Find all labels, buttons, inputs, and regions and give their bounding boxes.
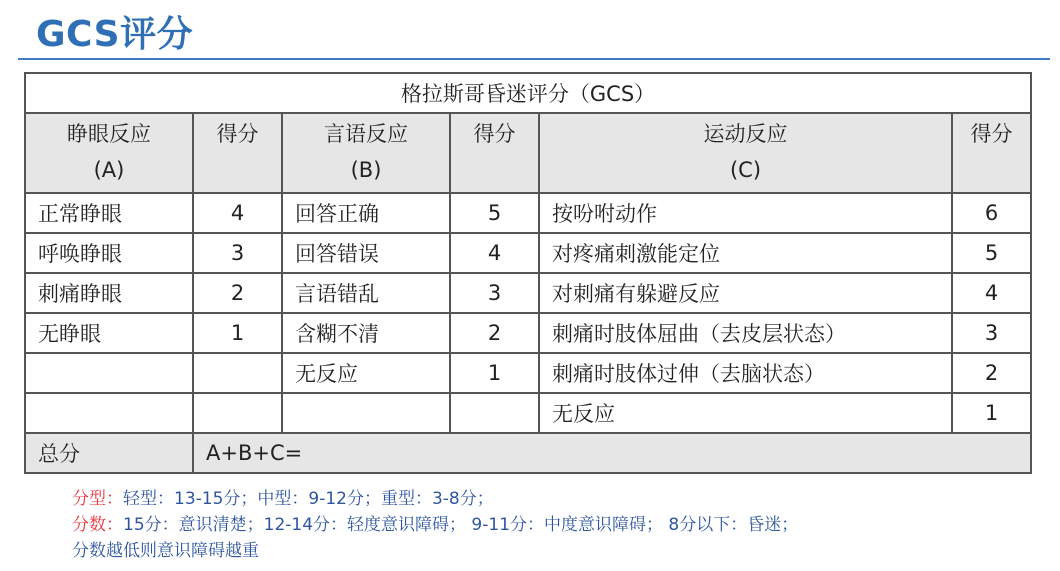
note-score-text: 15分：意识清楚；12-14分：轻度意识障碍； 9-11分：中度意识障碍； 8分以下：昏迷； [123,515,799,535]
eye-score-cell [193,353,282,393]
motor-cell: 对刺痛有躲避反应 [539,273,952,313]
note-line-score [72,512,798,538]
header-motor-label: 运动反应 [703,122,788,146]
eye-score-cell: 1 [193,313,282,353]
verbal-score-cell: 3 [450,273,539,313]
eye-score-cell: 3 [193,233,282,273]
table-row [25,233,1031,273]
eye-score-cell: 4 [193,193,282,233]
motor-score-cell: 5 [952,233,1031,273]
verbal-score-cell: 5 [450,193,539,233]
table-row [25,273,1031,313]
classification-notes [72,486,798,564]
motor-score-cell: 6 [952,193,1031,233]
table-caption: 格拉斯哥昏迷评分（GCS） [25,73,1031,113]
table-row [25,393,1031,433]
header-verbal-sub: (B) [350,158,382,182]
verbal-cell: 无反应 [282,353,450,393]
verbal-score-cell: 1 [450,353,539,393]
verbal-score-cell [450,393,539,433]
eye-cell: 无睁眼 [25,313,193,353]
note-classification-label: 分型： [72,489,123,509]
motor-score-cell: 1 [952,393,1031,433]
motor-score-cell: 2 [952,353,1031,393]
header-verbal [282,113,450,193]
header-eye-sub: (A) [93,158,125,182]
eye-cell [25,393,193,433]
verbal-cell: 回答正确 [282,193,450,233]
header-motor [539,113,952,193]
verbal-score-cell: 2 [450,313,539,353]
table-row [25,353,1031,393]
header-motor-score: 得分 [952,113,1031,193]
motor-cell: 对疼痛刺激能定位 [539,233,952,273]
eye-score-cell: 2 [193,273,282,313]
gcs-table [24,72,1032,474]
eye-cell: 刺痛睁眼 [25,273,193,313]
note-classification-text: 轻型：13-15分；中型：9-12分；重型：3-8分； [123,489,494,509]
motor-cell: 刺痛时肢体过伸（去脑状态） [539,353,952,393]
note-line-classification [72,486,798,512]
eye-cell: 正常睁眼 [25,193,193,233]
total-label: 总分 [25,433,193,473]
verbal-cell: 含糊不清 [282,313,450,353]
note-score-label: 分数： [72,515,123,535]
eye-cell: 呼唤睁眼 [25,233,193,273]
header-verbal-score: 得分 [450,113,539,193]
verbal-score-cell: 4 [450,233,539,273]
table-row [25,313,1031,353]
motor-cell: 无反应 [539,393,952,433]
total-formula: A+B+C= [193,433,1031,473]
motor-cell: 刺痛时肢体屈曲（去皮层状态） [539,313,952,353]
eye-cell [25,353,193,393]
slide-title: GCS评分 [36,14,194,55]
verbal-cell: 言语错乱 [282,273,450,313]
motor-score-cell: 3 [952,313,1031,353]
header-verbal-label: 言语反应 [324,122,408,146]
eye-score-cell [193,393,282,433]
total-row [25,433,1031,473]
header-eye-score: 得分 [193,113,282,193]
verbal-cell: 回答错误 [282,233,450,273]
verbal-cell [282,393,450,433]
table-row [25,193,1031,233]
table-header-row [25,113,1031,193]
header-eye [25,113,193,193]
motor-cell: 按吩咐动作 [539,193,952,233]
note-line-summary: 分数越低则意识障碍越重 [72,541,259,561]
title-divider [18,58,1050,60]
header-eye-label: 睁眼反应 [67,122,151,146]
motor-score-cell: 4 [952,273,1031,313]
header-motor-sub: (C) [729,158,762,182]
